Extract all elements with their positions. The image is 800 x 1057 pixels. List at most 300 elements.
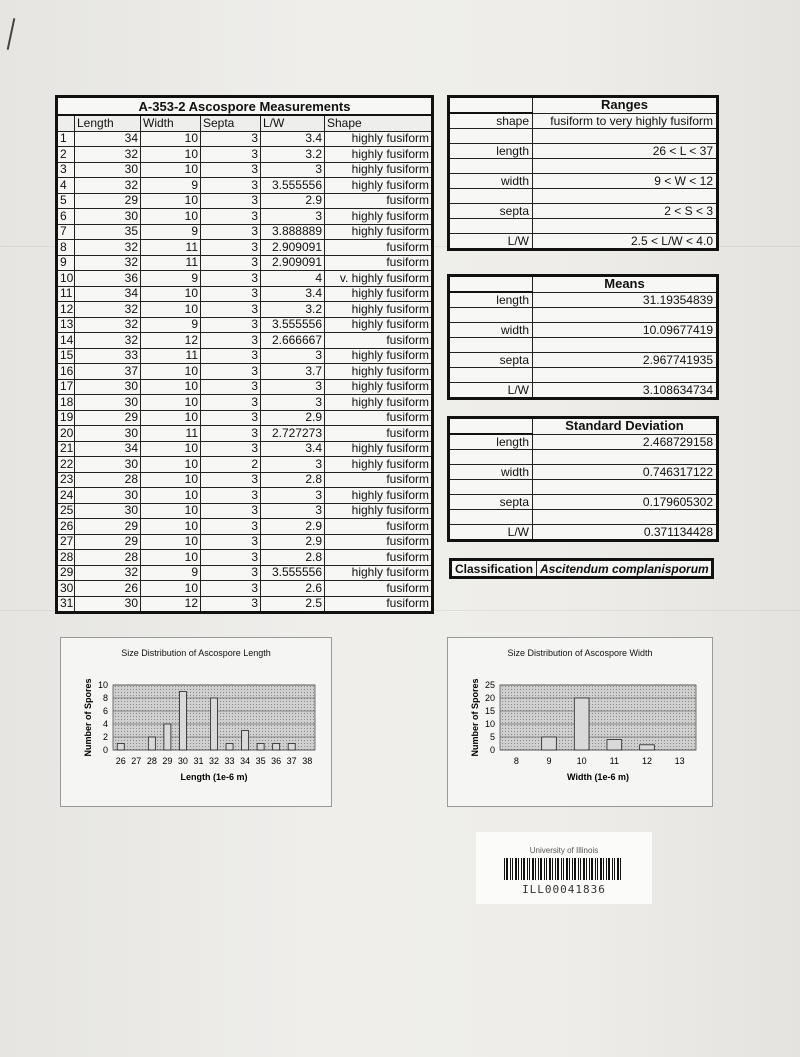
septa-cell: 3 [201, 364, 261, 380]
row-index-cell: 7 [57, 224, 75, 240]
length-cell: 30 [75, 162, 141, 178]
width-cell: 9 [141, 317, 201, 333]
row-label: shape [449, 113, 533, 129]
table-row [57, 178, 433, 194]
septa-cell: 3 [201, 348, 261, 364]
x-tick-label: 29 [162, 756, 173, 766]
width-cell: 9 [141, 178, 201, 194]
bar [574, 698, 589, 750]
table-row [449, 434, 718, 450]
barcode-bar [603, 858, 604, 880]
row-label: length [449, 144, 533, 159]
lw-cell: 3 [261, 395, 325, 411]
barcode-bar [538, 858, 539, 880]
table-row [449, 144, 718, 159]
septa-cell: 2 [201, 457, 261, 473]
means-title: Means [533, 276, 718, 293]
lw-cell: 3.4 [261, 441, 325, 457]
barcode-bar [557, 858, 559, 880]
ranges-title: Ranges [533, 97, 718, 114]
row-label: width [449, 323, 533, 338]
row-index-cell: 28 [57, 550, 75, 566]
table-row [57, 581, 433, 597]
width-cell: 10 [141, 379, 201, 395]
length-cell: 30 [75, 503, 141, 519]
length-cell: 32 [75, 317, 141, 333]
length-cell: 28 [75, 472, 141, 488]
barcode-bar [574, 858, 576, 880]
length-cell: 26 [75, 581, 141, 597]
septa-cell: 3 [201, 426, 261, 442]
measurements-header-row [57, 115, 433, 131]
x-tick-label: 36 [271, 756, 282, 766]
barcode-bar [527, 858, 528, 880]
chart-title: Size Distribution of Ascospore Length [121, 648, 271, 658]
lw-cell: 2.9 [261, 534, 325, 550]
lw-cell: 2.666667 [261, 333, 325, 349]
shape-cell: highly fusiform [325, 224, 433, 240]
bar [273, 744, 280, 751]
row-index-cell: 30 [57, 581, 75, 597]
septa-cell: 3 [201, 395, 261, 411]
length-cell: 29 [75, 193, 141, 209]
table-row [57, 162, 433, 178]
row-index-cell: 2 [57, 147, 75, 163]
shape-cell: highly fusiform [325, 286, 433, 302]
length-cell: 34 [75, 441, 141, 457]
barcode-bar [620, 858, 621, 880]
table-row [57, 395, 433, 411]
row-index-cell: 11 [57, 286, 75, 302]
bar [242, 731, 249, 751]
length-cell: 29 [75, 534, 141, 550]
row-index-cell: 13 [57, 317, 75, 333]
width-cell: 12 [141, 596, 201, 613]
row-index-cell: 10 [57, 271, 75, 287]
table-row [449, 292, 718, 308]
y-tick-label: 20 [484, 693, 495, 703]
row-value: 2.967741935 [533, 353, 718, 368]
row-value: 3.108634734 [533, 383, 718, 399]
table-row [57, 426, 433, 442]
barcode-bar [510, 858, 511, 880]
table-row [57, 147, 433, 163]
shape-cell: highly fusiform [325, 565, 433, 581]
y-tick-label: 8 [102, 693, 108, 703]
row-index-cell: 27 [57, 534, 75, 550]
width-cell: 10 [141, 395, 201, 411]
table-row [57, 565, 433, 581]
table-row [449, 525, 718, 541]
lw-cell: 3.7 [261, 364, 325, 380]
length-cell: 32 [75, 565, 141, 581]
septa-cell: 3 [201, 534, 261, 550]
row-value: 26 < L < 37 [533, 144, 718, 159]
row-index-cell: 18 [57, 395, 75, 411]
row-index-cell: 14 [57, 333, 75, 349]
table-row [57, 193, 433, 209]
table-row [57, 441, 433, 457]
width-cell: 10 [141, 550, 201, 566]
width-cell: 10 [141, 131, 201, 147]
table-row [57, 240, 433, 256]
barcode-bar [506, 858, 508, 880]
row-label: L/W [449, 383, 533, 399]
barcode-bar [544, 858, 545, 880]
row-index-cell: 3 [57, 162, 75, 178]
x-tick-label: 32 [208, 756, 220, 766]
x-axis-label: Length (1e-6 m) [180, 772, 248, 782]
row-value: 0.746317122 [533, 465, 718, 480]
septa-cell: 3 [201, 581, 261, 597]
row-index-cell: 19 [57, 410, 75, 426]
barcode-bar [518, 858, 519, 880]
shape-cell: fusiform [325, 472, 433, 488]
y-tick-label: 15 [484, 706, 495, 716]
table-row [57, 302, 433, 318]
row-index-cell: 5 [57, 193, 75, 209]
shape-cell: fusiform [325, 596, 433, 613]
row-index-cell: 15 [57, 348, 75, 364]
column-header: Length [75, 115, 141, 131]
barcode-bar [515, 858, 517, 880]
y-tick-label: 10 [484, 719, 495, 729]
bar [211, 698, 218, 750]
length-cell: 30 [75, 426, 141, 442]
width-cell: 11 [141, 348, 201, 364]
ranges-table [447, 95, 719, 251]
barcode-bar [569, 858, 570, 880]
septa-cell: 3 [201, 488, 261, 504]
width-cell: 10 [141, 581, 201, 597]
width-cell: 10 [141, 162, 201, 178]
shape-cell: highly fusiform [325, 395, 433, 411]
lw-cell: 3.555556 [261, 565, 325, 581]
x-tick-label: 38 [302, 756, 313, 766]
length-chart-svg [61, 638, 331, 806]
table-row [57, 364, 433, 380]
barcode-bar [552, 858, 553, 880]
table-row [57, 550, 433, 566]
y-tick-label: 25 [484, 680, 495, 690]
lw-cell: 3.2 [261, 302, 325, 318]
septa-cell: 3 [201, 209, 261, 225]
table-row [57, 519, 433, 535]
row-index-cell: 6 [57, 209, 75, 225]
septa-cell: 3 [201, 333, 261, 349]
shape-cell: fusiform [325, 193, 433, 209]
y-tick-label: 2 [102, 732, 108, 742]
shape-cell: highly fusiform [325, 488, 433, 504]
shape-cell: highly fusiform [325, 364, 433, 380]
means-table [447, 274, 719, 400]
length-cell: 36 [75, 271, 141, 287]
barcode-bar [617, 858, 619, 880]
width-cell: 11 [141, 255, 201, 271]
width-cell: 10 [141, 364, 201, 380]
row-index-cell: 9 [57, 255, 75, 271]
barcode-bar [532, 858, 534, 880]
width-chart-svg [448, 638, 712, 806]
table-row [57, 472, 433, 488]
column-header: L/W [261, 115, 325, 131]
bar [226, 744, 233, 751]
barcode-bar [566, 858, 568, 880]
septa-cell: 3 [201, 286, 261, 302]
barcode-bar [521, 858, 522, 880]
bar [179, 692, 186, 751]
barcode-bar [606, 858, 607, 880]
length-cell: 28 [75, 550, 141, 566]
width-cell: 12 [141, 333, 201, 349]
lw-cell: 2.8 [261, 472, 325, 488]
barcode-number: ILL00041836 [522, 883, 606, 896]
lw-cell: 2.9 [261, 519, 325, 535]
shape-cell: fusiform [325, 581, 433, 597]
shape-cell: fusiform [325, 519, 433, 535]
septa-cell: 3 [201, 317, 261, 333]
length-cell: 30 [75, 488, 141, 504]
table-row [57, 317, 433, 333]
length-cell: 30 [75, 379, 141, 395]
barcode-bar [540, 858, 542, 880]
shape-cell: fusiform [325, 410, 433, 426]
x-tick-label: 12 [641, 756, 653, 766]
width-cell: 10 [141, 472, 201, 488]
row-value: fusiform to very highly fusiform [533, 113, 718, 129]
table-row [57, 534, 433, 550]
lw-cell: 2.9 [261, 410, 325, 426]
septa-cell: 3 [201, 550, 261, 566]
septa-cell: 3 [201, 224, 261, 240]
table-row [449, 204, 718, 219]
column-header: Shape [325, 115, 433, 131]
shape-cell: highly fusiform [325, 379, 433, 395]
width-cell: 10 [141, 519, 201, 535]
shape-cell: v. highly fusiform [325, 271, 433, 287]
septa-cell: 3 [201, 178, 261, 194]
table-row [449, 174, 718, 189]
x-tick-label: 9 [546, 756, 552, 766]
column-header: Septa [201, 115, 261, 131]
length-cell: 34 [75, 131, 141, 147]
lw-cell: 3.4 [261, 286, 325, 302]
bar [257, 744, 264, 751]
classification-label: Classification [451, 560, 537, 578]
width-cell: 9 [141, 565, 201, 581]
barcode-bar [591, 858, 593, 880]
length-cell: 37 [75, 364, 141, 380]
table-row [57, 271, 433, 287]
shape-cell: highly fusiform [325, 302, 433, 318]
y-tick-label: 10 [97, 680, 108, 690]
x-tick-label: 31 [193, 756, 204, 766]
septa-cell: 3 [201, 410, 261, 426]
lw-cell: 4 [261, 271, 325, 287]
x-tick-label: 10 [576, 756, 587, 766]
barcode-bar [608, 858, 610, 880]
row-label: length [449, 434, 533, 450]
shape-cell: highly fusiform [325, 348, 433, 364]
shape-cell: fusiform [325, 240, 433, 256]
lw-cell: 3.555556 [261, 178, 325, 194]
row-value: 10.09677419 [533, 323, 718, 338]
shape-cell: fusiform [325, 255, 433, 271]
y-tick-label: 6 [102, 706, 108, 716]
x-axis-label: Width (1e-6 m) [567, 772, 629, 782]
table-row [57, 286, 433, 302]
bar [117, 744, 124, 751]
barcode-bar [586, 858, 587, 880]
plot-area [500, 685, 696, 750]
row-index-cell: 26 [57, 519, 75, 535]
width-cell: 10 [141, 209, 201, 225]
x-tick-label: 30 [177, 756, 188, 766]
table-row [57, 596, 433, 613]
width-cell: 10 [141, 441, 201, 457]
barcode-bar [504, 858, 505, 880]
table-row [449, 323, 718, 338]
lw-cell: 3.555556 [261, 317, 325, 333]
length-cell: 30 [75, 457, 141, 473]
lw-cell: 2.9 [261, 193, 325, 209]
row-index-cell: 20 [57, 426, 75, 442]
row-index-cell: 31 [57, 596, 75, 613]
table-row [57, 503, 433, 519]
table-row [57, 410, 433, 426]
length-chart [60, 637, 332, 807]
barcode-bar [549, 858, 551, 880]
septa-cell: 3 [201, 240, 261, 256]
lw-cell: 3 [261, 209, 325, 225]
x-tick-label: 28 [146, 756, 157, 766]
classification-box [449, 558, 714, 579]
septa-cell: 3 [201, 302, 261, 318]
width-cell: 10 [141, 147, 201, 163]
barcode-bar [578, 858, 579, 880]
barcode-bar [612, 858, 613, 880]
length-cell: 35 [75, 224, 141, 240]
x-tick-label: 33 [224, 756, 235, 766]
bar [640, 745, 655, 750]
shape-cell: highly fusiform [325, 162, 433, 178]
lw-cell: 3.4 [261, 131, 325, 147]
row-value: 0.371134428 [533, 525, 718, 541]
bar [148, 737, 155, 750]
row-index-cell: 21 [57, 441, 75, 457]
septa-cell: 3 [201, 193, 261, 209]
table-row [57, 379, 433, 395]
stddev-table [447, 416, 719, 542]
septa-cell: 3 [201, 503, 261, 519]
lw-cell: 2.909091 [261, 255, 325, 271]
measurements-title: A-353-2 Ascospore Measurements [57, 97, 433, 116]
row-index-cell: 1 [57, 131, 75, 147]
shape-cell: fusiform [325, 333, 433, 349]
row-index-cell: 22 [57, 457, 75, 473]
barcode-bar [600, 858, 602, 880]
table-row [57, 209, 433, 225]
y-tick-label: 0 [102, 745, 108, 755]
table-row [57, 255, 433, 271]
length-cell: 32 [75, 333, 141, 349]
row-value: 2 < S < 3 [533, 204, 718, 219]
length-cell: 32 [75, 240, 141, 256]
row-index-cell: 8 [57, 240, 75, 256]
shape-cell: highly fusiform [325, 147, 433, 163]
bar [164, 724, 171, 750]
length-cell: 32 [75, 302, 141, 318]
column-header: Width [141, 115, 201, 131]
width-cell: 10 [141, 410, 201, 426]
shape-cell: highly fusiform [325, 503, 433, 519]
length-cell: 29 [75, 519, 141, 535]
row-value: 0.179605302 [533, 495, 718, 510]
lw-cell: 3 [261, 457, 325, 473]
table-row [57, 333, 433, 349]
shape-cell: fusiform [325, 534, 433, 550]
lw-cell: 3 [261, 348, 325, 364]
table-row [449, 353, 718, 368]
barcode-bar [523, 858, 525, 880]
lw-cell: 3 [261, 162, 325, 178]
septa-cell: 3 [201, 519, 261, 535]
x-tick-label: 13 [674, 756, 685, 766]
bar [288, 744, 295, 751]
x-tick-label: 27 [131, 756, 142, 766]
row-label: L/W [449, 234, 533, 250]
row-value: 9 < W < 12 [533, 174, 718, 189]
width-cell: 10 [141, 302, 201, 318]
row-index-cell: 4 [57, 178, 75, 194]
row-label: width [449, 465, 533, 480]
barcode-bar [614, 858, 615, 880]
shape-cell: highly fusiform [325, 178, 433, 194]
lw-cell: 2.5 [261, 596, 325, 613]
barcode-bar [563, 858, 564, 880]
row-index-cell: 23 [57, 472, 75, 488]
row-index-cell: 25 [57, 503, 75, 519]
width-cell: 9 [141, 224, 201, 240]
table-row [57, 457, 433, 473]
y-tick-label: 0 [489, 745, 495, 755]
institution-name: University of Illinois [529, 846, 599, 855]
shape-cell: highly fusiform [325, 209, 433, 225]
table-row [57, 224, 433, 240]
row-value: 2.5 < L/W < 4.0 [533, 234, 718, 250]
measurements-table [55, 95, 434, 614]
x-tick-label: 37 [286, 756, 297, 766]
width-cell: 10 [141, 286, 201, 302]
lw-cell: 3 [261, 488, 325, 504]
septa-cell: 3 [201, 147, 261, 163]
y-tick-label: 4 [102, 719, 108, 729]
row-index-cell: 24 [57, 488, 75, 504]
septa-cell: 3 [201, 596, 261, 613]
row-index-cell: 17 [57, 379, 75, 395]
row-index-cell: 12 [57, 302, 75, 318]
width-cell: 10 [141, 457, 201, 473]
row-label: septa [449, 204, 533, 219]
lw-cell: 2.727273 [261, 426, 325, 442]
length-cell: 30 [75, 209, 141, 225]
barcode-bar [561, 858, 562, 880]
x-tick-label: 26 [115, 756, 126, 766]
width-cell: 11 [141, 426, 201, 442]
x-tick-label: 34 [240, 756, 251, 766]
row-value: 31.19354839 [533, 292, 718, 308]
row-label: L/W [449, 525, 533, 541]
